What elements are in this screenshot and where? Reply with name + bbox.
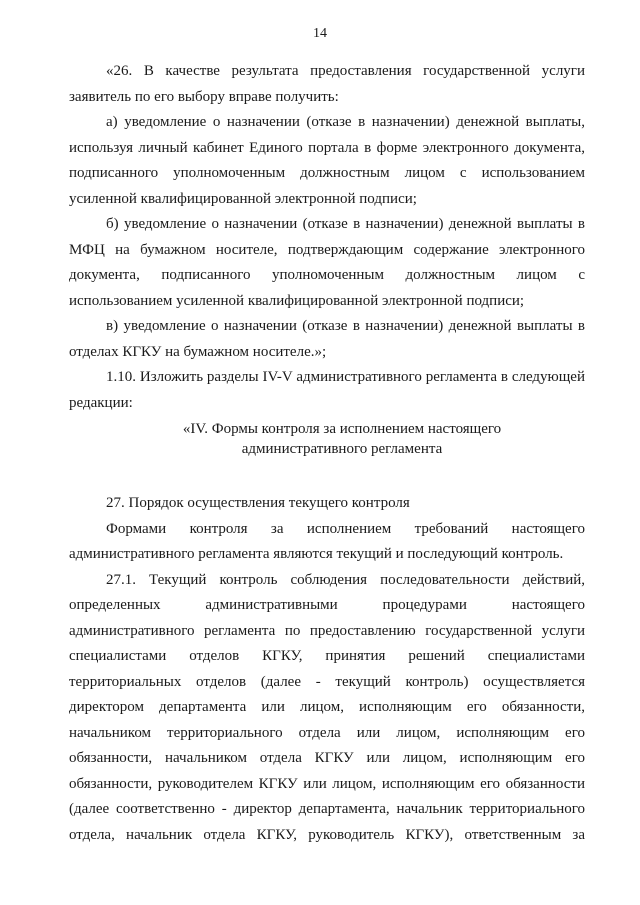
section-heading-line1: «IV. Формы контроля за исполнением настоящего [182,421,502,437]
section-heading-line2: административного регламента [241,441,443,457]
spacer [69,459,585,491]
paragraph-1-10: 1.10. Изложить разделы IV-V административного регламента в следующей редакции: [69,369,585,411]
section-heading [69,419,585,459]
paragraph-27-forms: Формами контроля за исполнением требований настоящего административного регламента являются текущий и последующий контроль. [69,520,585,562]
paragraph-26-intro: «26. В качестве результата предоставления государственной услуги заявитель по его выбору вправе получить: [69,63,585,105]
paragraph-26-b: б) уведомление о назначении (отказе в назначении) денежной выплаты в МФЦ на бумажном носителе, подтверждающим содержание электронного документа, подписанного уполномоченным должностным лицом с использованием усиленной квалифицированной электронной подписи; [69,216,585,309]
paragraph-26-c: в) уведомление о назначении (отказе в назначении) денежной выплаты в отделах КГКУ на бумажном носителе.»; [69,318,585,360]
paragraph-27-title: 27. Порядок осуществления текущего контроля [106,495,410,511]
page-number: 14 [313,26,327,41]
paragraph-27-1: 27.1. Текущий контроль соблюдения последовательности действий, определенных административными процедурами настоящего административного регламента по предоставлению государственной услуги специалистами отделов КГКУ, принятия решений специалистами территориальных отделов (далее - текущий контроль) осуществляется директором департамента или лицом, исполняющим его обязанности, начальником территориального отдела или лицом, исполняющим его обязанности, начальником отдела КГКУ или лицом, исполняющим его обязанности, руководителем КГКУ или лицом, исполняющим его обязанности (далее соответственно - директор департамента, начальник территориального отдела, начальник отдела КГКУ, руководитель КГКУ), ответственным за [69,571,585,843]
paragraph-26-a: а) уведомление о назначении (отказе в назначении) денежной выплаты, используя личный кабинет Единого портала в форме электронного документа, подписанного уполномоченным должностным лицом с использованием усиленной квалифицированной электронной подписи; [69,114,585,207]
document-body [69,59,585,848]
